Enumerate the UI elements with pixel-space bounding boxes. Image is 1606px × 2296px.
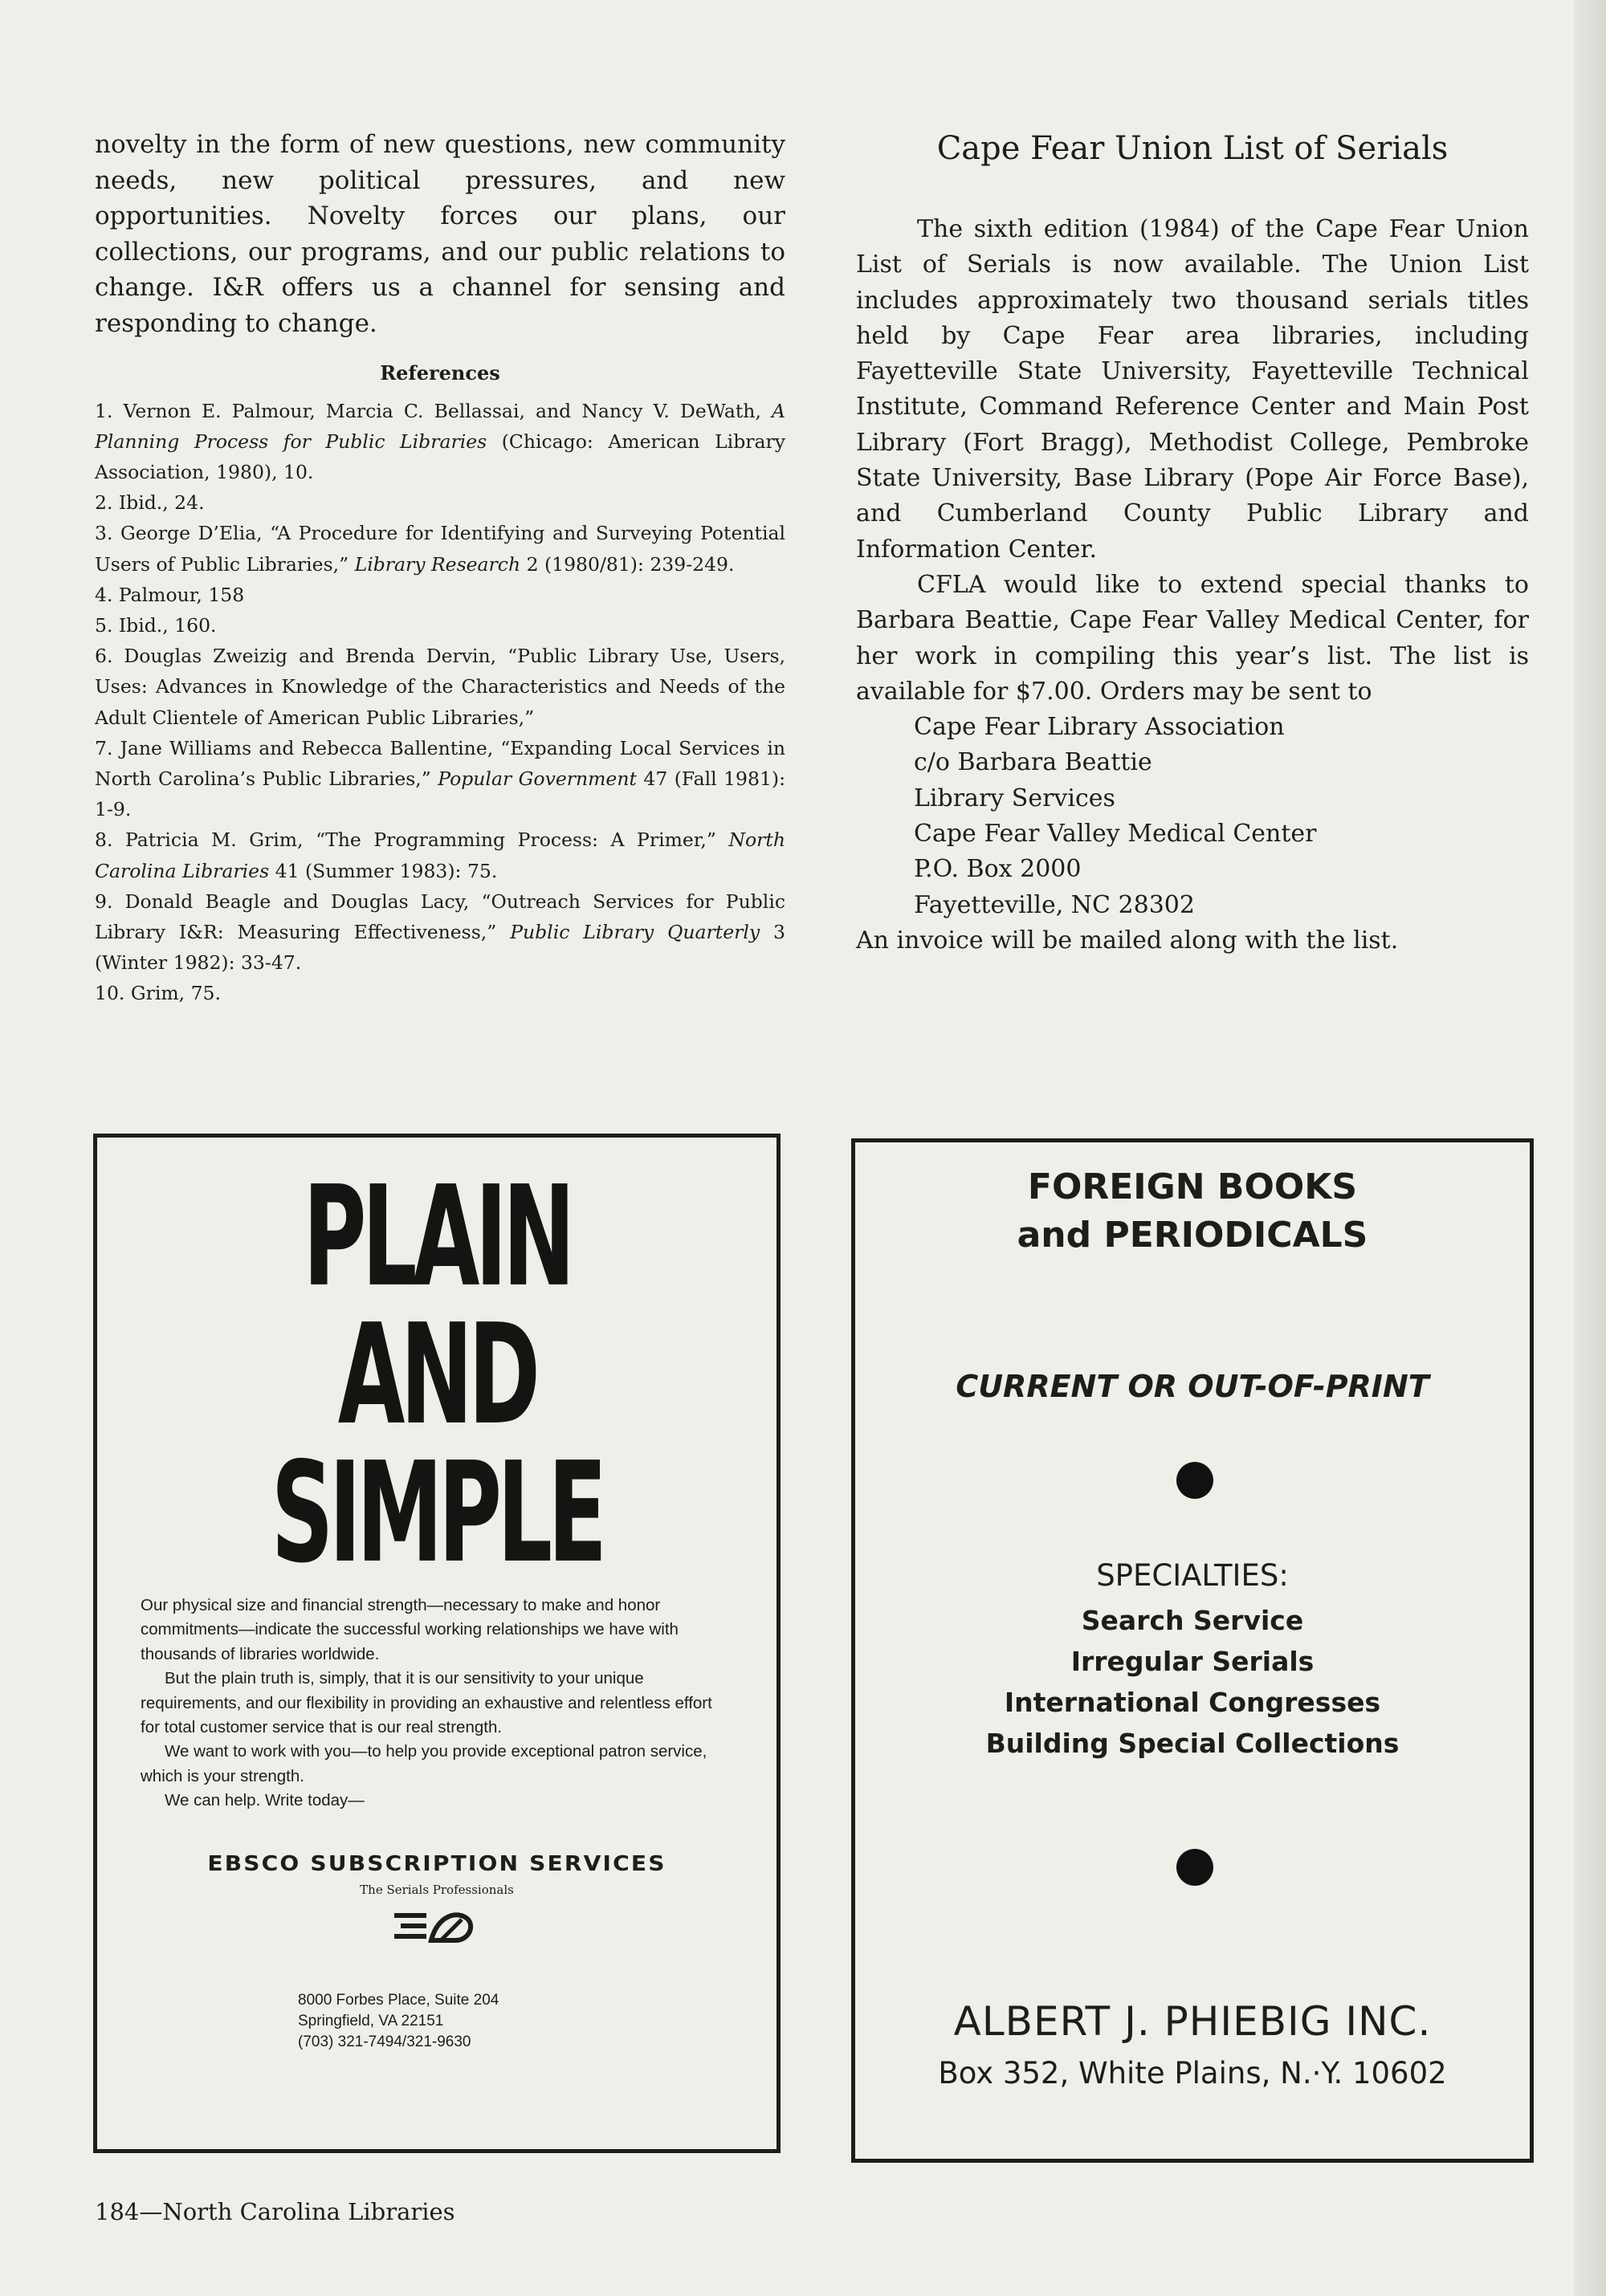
page-footer: 184—North Carolina Libraries	[95, 2198, 455, 2225]
ebsco-company-name: EBSCO SUBSCRIPTION SERVICES	[207, 1852, 666, 1876]
ad-title-line: and PERIODICALS	[1017, 1215, 1368, 1256]
ad-copy-paragraph: But the plain truth is, simply, that it is our sensitivity to your unique requirements, and our flexibility in providing an exhaustive and relentless effort for total customer service that is our real strength.	[141, 1669, 712, 1737]
address-line: Library Services	[914, 784, 1115, 812]
company-address: Box 352, White Plains, N.·Y. 10602	[938, 2056, 1447, 2090]
reference-item: 10. Grim, 75.	[95, 982, 221, 1005]
reference-item: 3. George D’Elia, “A Procedure for Identifying and Surveying Potential Users of Public Libraries,” Library Research 2 (1980/81): 239-249.	[95, 522, 785, 576]
ad-copy-paragraph: We can help. Write today—	[165, 1791, 365, 1810]
address-line: Cape Fear Library Association	[914, 713, 1285, 742]
ad-copy-paragraph: We want to work with you—to help you provide exceptional patron service, which is your strength.	[141, 1742, 707, 1785]
specialties-heading: SPECIALTIES:	[1096, 1558, 1289, 1593]
specialty-item: Search Service	[1081, 1605, 1304, 1636]
page-edge	[1574, 0, 1606, 2296]
left-column	[95, 127, 785, 1009]
company-name: ALBERT J. PHIEBIG INC.	[953, 1998, 1432, 2045]
mailing-address	[914, 710, 1529, 923]
bullet-dot-icon	[1176, 1462, 1213, 1499]
reference-item: 6. Douglas Zweizig and Brenda Dervin, “Public Library Use, Users, Uses: Advances in Knowledge of the Characteristics and Needs of the Adult Clientele of American Public Libraries,”	[95, 645, 785, 729]
reference-item: 2. Ibid., 24.	[95, 491, 205, 515]
ebsco-tagline: The Serials Professionals	[360, 1883, 514, 1897]
references-list	[95, 396, 785, 1009]
reference-item: 5. Ibid., 160.	[95, 613, 217, 637]
address-line: Cape Fear Valley Medical Center	[914, 820, 1317, 849]
right-column	[856, 127, 1529, 959]
ad-subtitle: CURRENT OR OUT-OF-PRINT	[956, 1369, 1429, 1404]
ad-copy	[141, 1594, 735, 1814]
ad-title-line: FOREIGN BOOKS	[1027, 1166, 1358, 1207]
address-line: 8000 Forbes Place, Suite 204	[298, 1992, 499, 2009]
bullet-dot-icon	[1176, 1849, 1213, 1886]
ebsco-logo-icon	[391, 1908, 475, 1944]
reference-item: 9. Donald Beagle and Douglas Lacy, “Outreach Services for Public Library I&R: Measuring Effectiveness,” Public Library Quarterly 3 (Winter 1982): 33-47.	[95, 889, 786, 975]
specialty-item: Building Special Collections	[985, 1728, 1400, 1759]
headline-line: AND	[337, 1295, 536, 1456]
closing-line: An invoice will be mailed along with the list.	[856, 926, 1399, 955]
specialty-item: Irregular Serials	[1070, 1646, 1315, 1677]
phiebig-advertisement	[851, 1138, 1534, 2163]
address-line: (703) 321-7494/321-9630	[298, 2033, 471, 2050]
section-title: Cape Fear Union List of Serials	[936, 130, 1449, 167]
ebsco-advertisement	[93, 1134, 781, 2153]
intro-paragraph: novelty in the form of new questions, new community needs, new political pressures, and new opportunities. Novelty forces our plans, our collections, our programs, and our public relations to change. I&R offers us a channel for sensing and responding to change.	[95, 130, 785, 338]
reference-item: 8. Patricia M. Grim, “The Programming Process: A Primer,” North Carolina Libraries 41 (Summer 1983): 75.	[95, 828, 785, 882]
reference-item: 7. Jane Williams and Rebecca Ballentine, “Expanding Local Services in North Carolina’s Public Libraries,” Popular Government 47 (Fall 1981): 1-9.	[95, 736, 786, 821]
article-paragraph: The sixth edition (1984) of the Cape Fear Union List of Serials is now available. The Union List includes approximately two thousand serials titles held by Cape Fear area libraries, including Fayetteville State University, Fayetteville Technical Institute, Command Reference Center and Main Post Library (Fort Bragg), Methodist College, Pembroke State University, Base Library (Pope Air Force Base), and Cumberland County Public Library and Information Center.	[856, 215, 1529, 564]
references-heading: References	[380, 360, 500, 385]
address-line: P.O. Box 2000	[914, 855, 1082, 884]
headline-line: PLAIN	[303, 1157, 571, 1318]
reference-item: 4. Palmour, 158	[95, 583, 245, 606]
address-line: Fayetteville, NC 28302	[914, 890, 1195, 919]
ad-copy-paragraph: Our physical size and financial strength—necessary to make and honor commitments—indicate the successful working relationships we have with thousands of libraries worldwide.	[141, 1596, 679, 1663]
ebsco-address	[298, 1990, 499, 2053]
specialty-item: International Congresses	[1004, 1687, 1381, 1718]
address-line: c/o Barbara Beattie	[914, 748, 1152, 777]
article-paragraph: CFLA would like to extend special thanks to Barbara Beattie, Cape Fear Valley Medical Center, for her work in compiling this year’s list. The list is available for $7.00. Orders may be sent to	[856, 570, 1529, 706]
headline-line: SIMPLE	[271, 1433, 603, 1594]
reference-item: 1. Vernon E. Palmour, Marcia C. Bellassai, and Nancy V. DeWath, A Planning Process for Public Libraries (Chicago: American Library Association, 1980), 10.	[95, 399, 785, 483]
address-line: Springfield, VA 22151	[298, 2013, 444, 2029]
